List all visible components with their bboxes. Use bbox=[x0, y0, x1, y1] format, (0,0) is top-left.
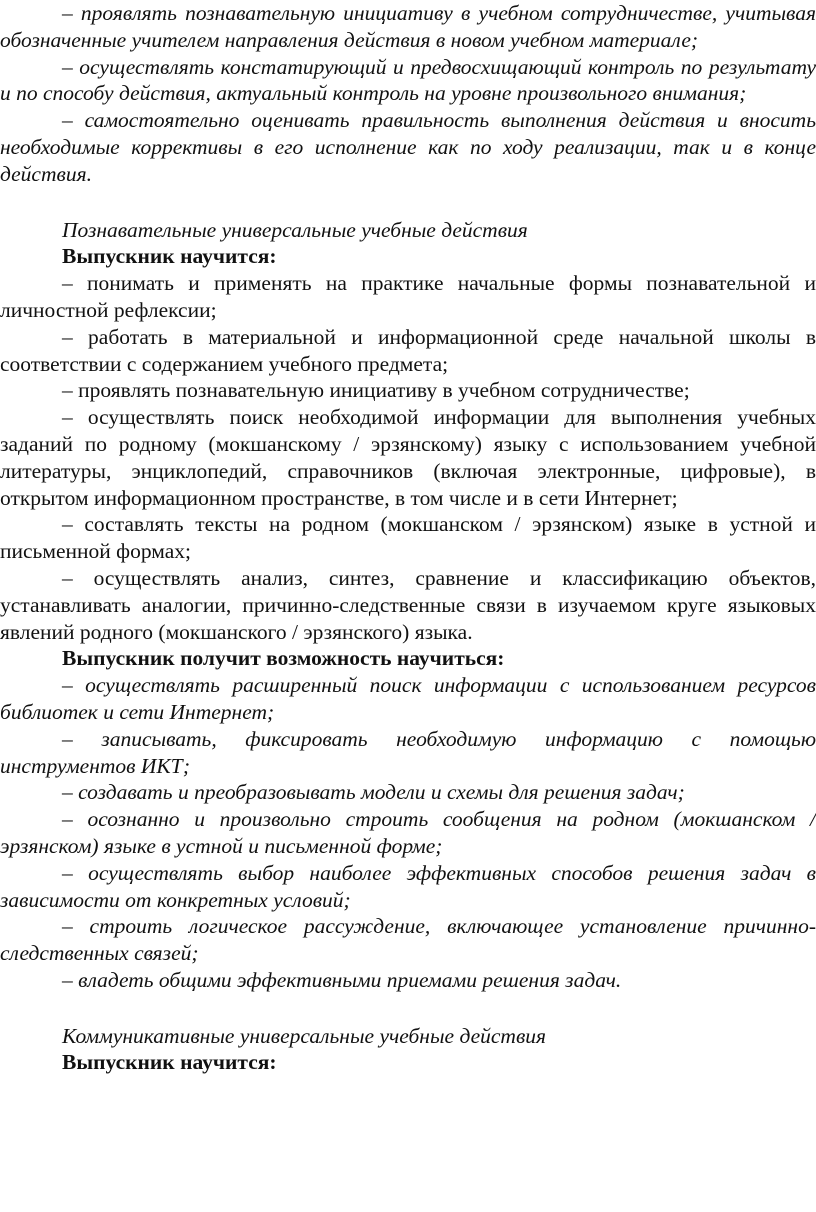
regulatory-items bbox=[0, 0, 816, 188]
communicative-section-title: Коммуникативные универсальные учебные действия bbox=[62, 1023, 547, 1048]
cognitive-section-title: Познавательные универсальные учебные действия bbox=[62, 217, 528, 242]
cognitive-opportunity-item-2: – записывать, фиксировать необходимую информацию с помощью инструментов ИКТ; bbox=[0, 726, 816, 778]
communicative-section bbox=[0, 1023, 816, 1077]
cognitive-opportunity-item-3: – создавать и преобразовывать модели и схемы для решения задач; bbox=[62, 780, 685, 805]
cognitive-opportunity-item-1: – осуществлять расширенный поиск информации с использованием ресурсов библиотек и сети Интернет; bbox=[0, 673, 816, 724]
communicative-learn-heading: Выпускник научится: bbox=[62, 1050, 277, 1075]
cognitive-opportunity-heading: Выпускник получит возможность научиться: bbox=[62, 646, 505, 671]
cognitive-opportunity-item-6: – строить логическое рассуждение, включающее установление причинно-следственных связей; bbox=[0, 914, 816, 966]
regulatory-item-1: – проявлять познавательную инициативу в учебном сотрудничестве, учитывая обозначенные учителем направления действия в новом учебном материале; bbox=[0, 1, 816, 52]
regulatory-item-2: – осуществлять констатирующий и предвосхищающий контроль по результату и по способу действия, актуальный контроль на уровне произвольного внимания; bbox=[0, 54, 816, 106]
cognitive-learn-item-6: – осуществлять анализ, синтез, сравнение и классификацию объектов, устанавливать аналогии, причинно-следственные связи в изучаемом круге языковых явлений родного (мокшанского / эрзянского) языка. bbox=[0, 565, 816, 644]
cognitive-learn-item-4: – осуществлять поиск необходимой информации для выполнения учебных заданий по родному (мокшанскому / эрзянскому) языку с использованием учебной литературы, энциклопедий, справочников (включая электронные, цифровые), в открытом информационном пространстве, в том числе и в сети Интернет; bbox=[0, 405, 816, 510]
section-gap bbox=[0, 994, 816, 1023]
cognitive-opportunity-item-4: – осознанно и произвольно строить сообщения на родном (мокшанском / эрзянском) языке в устной и письменной форме; bbox=[0, 807, 816, 858]
cognitive-learn-item-3: – проявлять познавательную инициативу в учебном сотрудничестве; bbox=[62, 378, 690, 403]
cognitive-opportunity-item-7: – владеть общими эффективными приемами решения задач. bbox=[62, 967, 622, 992]
cognitive-learn-item-5: – составлять тексты на родном (мокшанском / эрзянском) языке в устной и письменной формах; bbox=[0, 512, 816, 564]
section-gap bbox=[0, 188, 816, 217]
cognitive-learn-item-1: – понимать и применять на практике начальные формы познавательной и личностной рефлексии; bbox=[0, 271, 816, 322]
regulatory-item-3: – самостоятельно оценивать правильность выполнения действия и вносить необходимые коррективы в его исполнение как по ходу реализации, так и в конце действия. bbox=[0, 108, 816, 186]
cognitive-learn-heading: Выпускник научится: bbox=[62, 244, 277, 269]
cognitive-learn-item-2: – работать в материальной и информационной среде начальной школы в соответствии с содержанием учебного предмета; bbox=[0, 324, 816, 376]
cognitive-section bbox=[0, 217, 816, 994]
cognitive-opportunity-item-5: – осуществлять выбор наиболее эффективных способов решения задач в зависимости от конкретных условий; bbox=[0, 860, 816, 912]
